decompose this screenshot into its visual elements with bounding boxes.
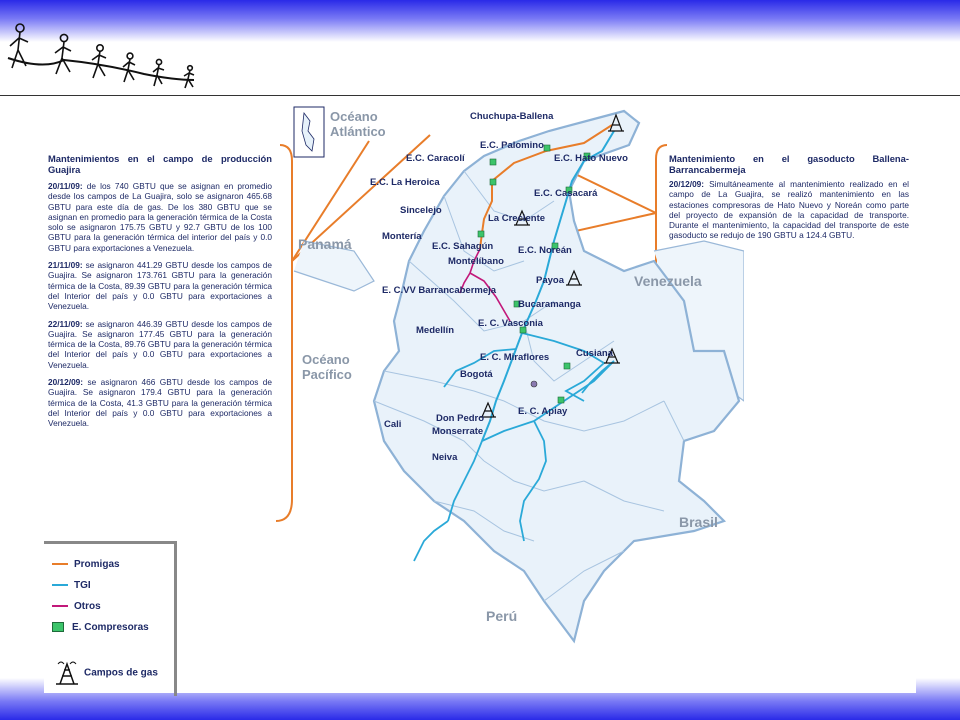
left-heading: Mantenimientos en el campo de producción Guajira xyxy=(48,153,272,175)
legend-otros-swatch xyxy=(52,605,68,607)
atlantic-label-2: Atlántico xyxy=(330,124,386,139)
montelibano-label: Montelíbano xyxy=(448,256,504,267)
content-panel xyxy=(44,101,916,693)
paragraph-text: se asignaron 466 GBTU desde los campos de Guajira. Se asignaron 179.4 GBTU para la generación térmica de la Costa, 41.3 GBTU para la generación térmica del Interior del país y 0.0 GBTU para exportaciones a Venezuela. xyxy=(48,377,272,429)
header-divider xyxy=(0,95,960,96)
caracoli-label: E.C. Caracolí xyxy=(406,153,465,164)
monteria-label: Montería xyxy=(382,231,422,242)
paragraph-date: 22/11/09: xyxy=(48,318,83,329)
gas-field-icon xyxy=(52,660,82,686)
neiva-label: Neiva xyxy=(432,452,458,463)
brasil-label: Brasil xyxy=(679,514,718,530)
legend-tgi-label: TGI xyxy=(74,580,91,591)
casacara-label: E.C. Casacará xyxy=(534,188,598,199)
legend-otros xyxy=(52,600,101,614)
palomino-label: E.C. Palomino xyxy=(480,140,544,151)
legend-campos xyxy=(52,660,158,679)
colombia-gas-map xyxy=(284,101,744,693)
left-paragraph xyxy=(48,260,272,311)
chuchupa-label: Chuchupa-Ballena xyxy=(470,111,554,122)
bogota-label: Bogotá xyxy=(460,369,493,380)
medellin-label: Medellín xyxy=(416,325,455,336)
sahagun-label: E.C. Sahagún xyxy=(432,241,494,252)
monserrate-label: Monserrate xyxy=(432,426,484,437)
legend-promigas xyxy=(52,558,120,572)
compressor-station-icon xyxy=(52,622,64,632)
legend-compresoras xyxy=(52,621,149,635)
paragraph-date: 21/11/09: xyxy=(48,260,83,271)
paragraph-text: se asignaron 441.29 GBTU desde los campos de Guajira. Se asignaron 173.761 GBTU para la generación térmica de la Costa, 89.39 GBTU para la generación térmica del Interior del país y 0.0 GBTU para exportaciones a Venezuela. xyxy=(48,260,272,312)
apiay-label: E. C. Apiay xyxy=(518,406,568,417)
compressor-station-icon xyxy=(564,363,570,369)
paragraph-date: 20/11/09: xyxy=(48,181,83,191)
bogota-marker xyxy=(531,381,537,387)
cusiana-label: Cusiana xyxy=(576,348,613,359)
compressor-station-icon xyxy=(544,145,550,151)
compressor-station-icon xyxy=(478,231,484,237)
left-paragraph xyxy=(48,181,272,253)
legend-campos-label: Campos de gas xyxy=(84,667,158,679)
compressor-station-icon xyxy=(490,179,496,185)
paragraph-date: 20/12/09: xyxy=(48,377,84,388)
compressor-station-icon xyxy=(490,159,496,165)
la-heroica-label: E.C. La Heroica xyxy=(370,177,440,188)
pacific-label-2: Pacífico xyxy=(302,367,352,382)
paragraph-text: Simultáneamente al mantenimiento realizado en el campo de La Guajira, se realizó mantenimiento en las estaciones compresoras de Hato Nuevo y Noreán como parte del proyecto de expansión de la capacidad de transporte. Durante el mantenimiento, la capacidad del transporte de este gasoducto se redujo de 190 GBTU a 124.4 GBTU. xyxy=(669,179,909,241)
panama-label: Panamá xyxy=(298,236,352,252)
peru-label: Perú xyxy=(486,608,518,624)
paragraph-date: 20/12/09: xyxy=(669,179,705,189)
legend-promigas-swatch xyxy=(52,563,68,565)
tgi-pipeline xyxy=(414,521,448,561)
venezuela-label: Venezuela xyxy=(634,273,702,289)
left-paragraph xyxy=(48,377,272,428)
compressor-station-icon xyxy=(558,397,564,403)
sincelejo-label: Sincelejo xyxy=(400,205,442,216)
legend-otros-label: Otros xyxy=(74,601,101,612)
right-heading: Mantenimiento en el gasoducto Ballena-Barrancabermeja xyxy=(669,153,909,175)
legend-promigas-label: Promigas xyxy=(74,559,120,570)
don-pedro-label: Don Pedro xyxy=(436,413,485,424)
paragraph-text: de los 740 GBTU que se asignan en promedio desde los campos de La Guajira, solo se asignaron 465.68 GBTU para este día de gas. De los 380 GBTU que se asignan en promedio para la generación térmica de la Costa solo se asignaron 175.75 GBTU y 92.7 GBTU de los 100 GBTU para la generación térmica del interior del país y 0.0 GBTU para exportaciones a Venezuela. xyxy=(48,181,272,253)
left-text-panel xyxy=(48,153,272,436)
atlantic-label-1: Océano xyxy=(330,109,378,124)
payoa-label: Payoa xyxy=(536,275,564,286)
miraflores-label: E. C. Miraflores xyxy=(480,352,550,363)
bucaramanga-label: Bucaramanga xyxy=(518,299,581,310)
paragraph-text: se asignaron 446.39 GBTU desde los campos de Guajira. Se asignaron 177.45 GBTU para la generación térmica de la Costa, 89.76 GBTU para la generación térmica del Interior del país y 0.0 GBTU para exportaciones a Venezuela. xyxy=(48,318,272,370)
cali-label: Cali xyxy=(384,419,402,430)
la-creciente-label: La Creciente xyxy=(488,213,546,224)
norean-label: E.C. Noreán xyxy=(518,245,572,256)
legend-compresoras-label: E. Compresoras xyxy=(72,622,149,633)
vasconia-label: E. C. Vasconia xyxy=(478,318,543,329)
map-legend xyxy=(44,541,177,696)
runners-logo xyxy=(4,18,200,96)
inset-island xyxy=(302,113,314,151)
barranca-label: E. C.VV Barrancabermeja xyxy=(382,285,497,296)
legend-tgi xyxy=(52,579,91,593)
pacific-label-1: Océano xyxy=(302,352,350,367)
hato-nuevo-label: E.C. Hato Nuevo xyxy=(554,153,628,164)
left-paragraph xyxy=(48,319,272,370)
legend-tgi-swatch xyxy=(52,584,68,586)
